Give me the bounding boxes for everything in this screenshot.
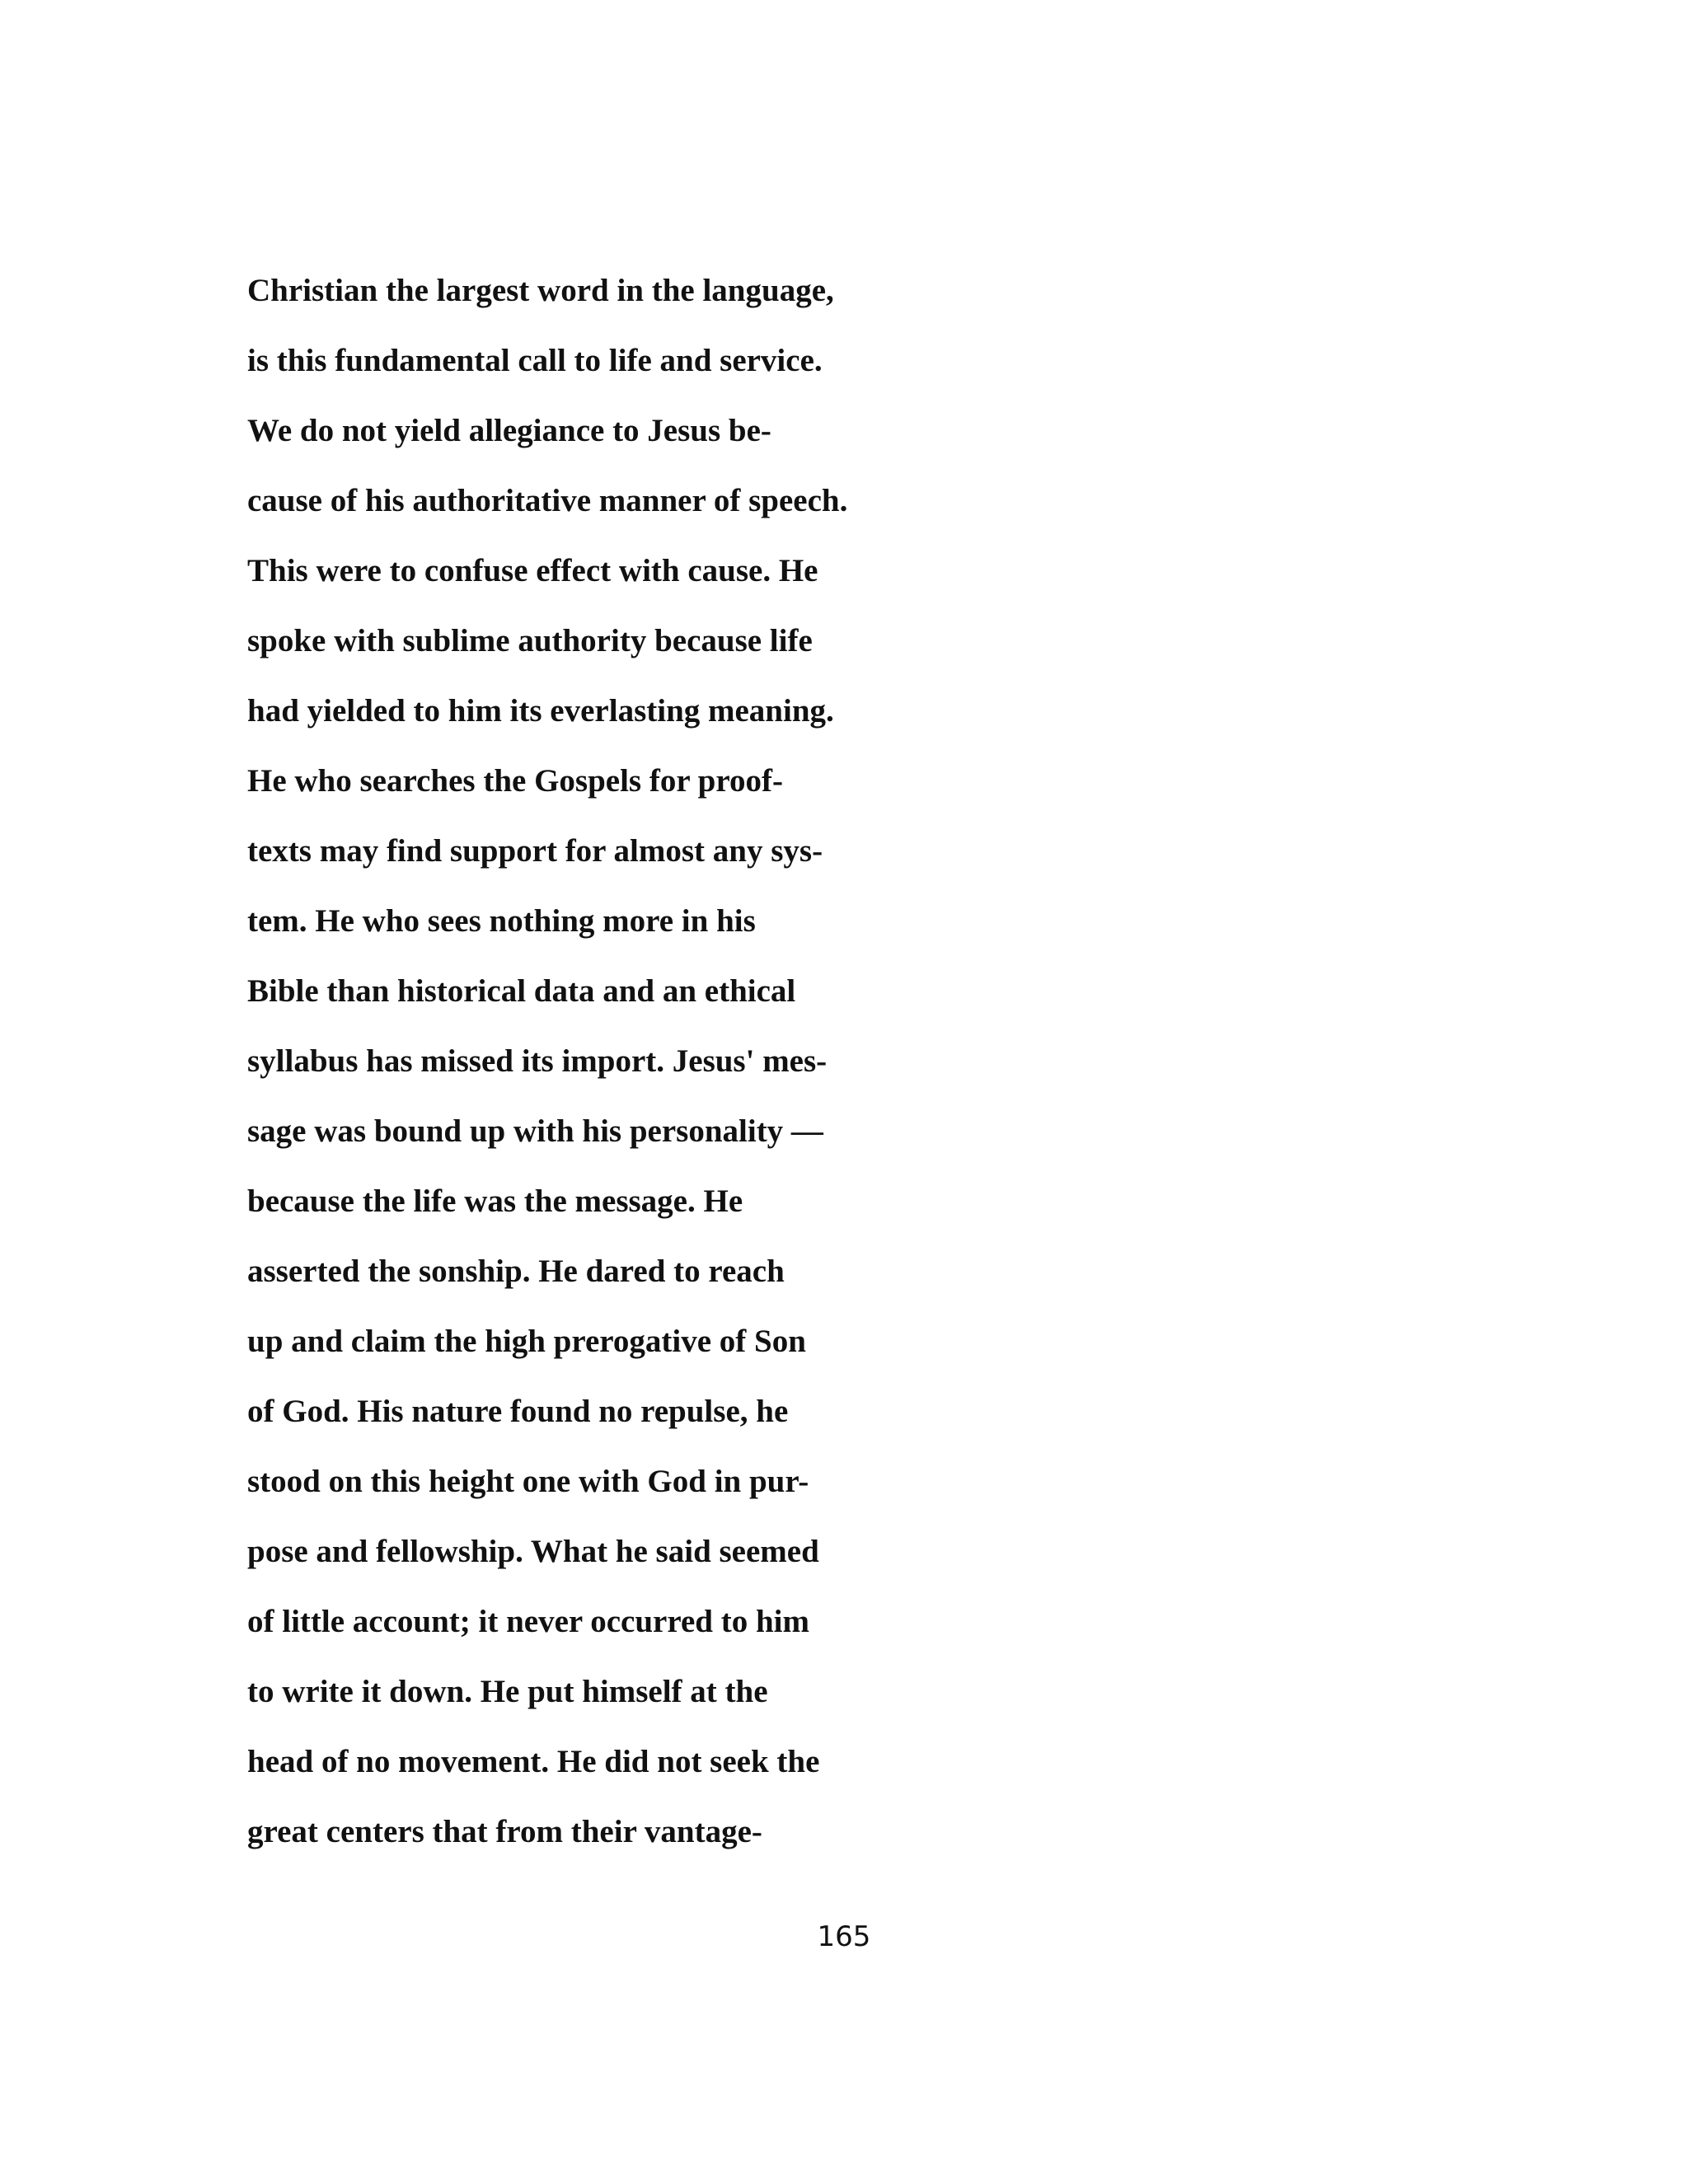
text-line: head of no movement. He did not seek the (247, 1744, 820, 1779)
page-number: 165 (817, 1920, 871, 1953)
body-text (247, 255, 1484, 1867)
text-line: pose and fellowship. What he said seemed (247, 1534, 819, 1569)
text-line: great centers that from their vantage- (247, 1814, 762, 1849)
text-line: of little account; it never occurred to him (247, 1604, 809, 1639)
text-line: tem. He who sees nothing more in his (247, 903, 756, 939)
text-line: to write it down. He put himself at the (247, 1674, 768, 1709)
text-line: This were to confuse effect with cause. He (247, 553, 818, 588)
text-line: He who searches the Gospels for proof- (247, 763, 783, 799)
text-line: sage was bound up with his personality — (247, 1113, 823, 1149)
text-line: We do not yield allegiance to Jesus be- (247, 413, 771, 448)
text-line: asserted the sonship. He dared to reach (247, 1254, 785, 1289)
text-line: Christian the largest word in the language, (247, 273, 834, 308)
text-line: spoke with sublime authority because life (247, 623, 813, 658)
text-line: had yielded to him its everlasting meaning. (247, 693, 834, 729)
text-line: is this fundamental call to life and service. (247, 343, 823, 378)
text-line: Bible than historical data and an ethical (247, 973, 796, 1009)
text-line: of God. His nature found no repulse, he (247, 1394, 789, 1429)
text-line: cause of his authoritative manner of speech. (247, 483, 848, 518)
text-line: syllabus has missed its import. Jesus' mes- (247, 1043, 828, 1079)
text-line: because the life was the message. He (247, 1183, 743, 1219)
text-line: texts may find support for almost any sys- (247, 833, 823, 869)
text-line: up and claim the high prerogative of Son (247, 1324, 806, 1359)
text-line: stood on this height one with God in pur- (247, 1464, 809, 1499)
